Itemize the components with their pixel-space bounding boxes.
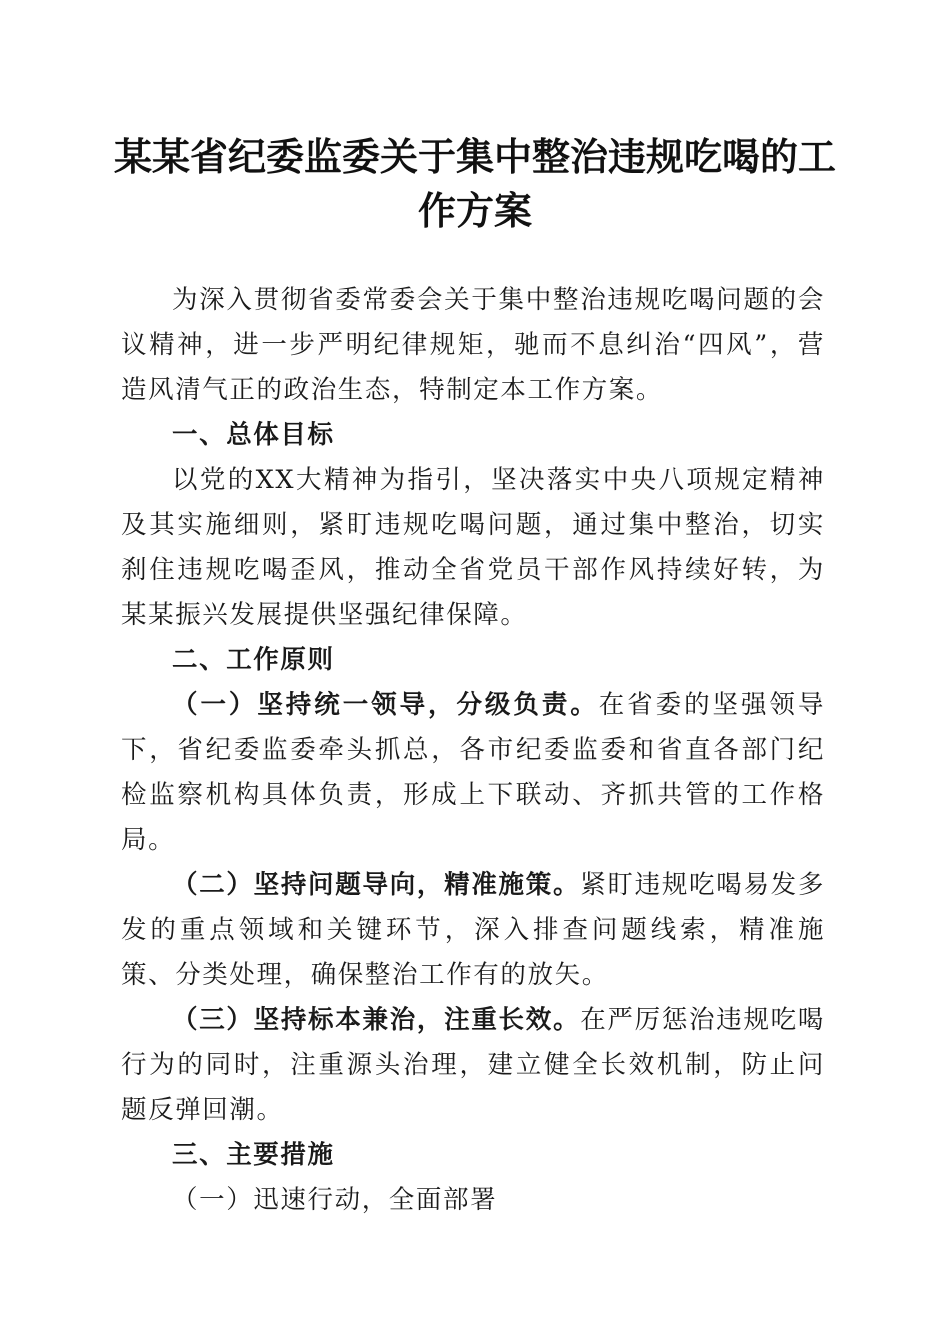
principle-paragraph-3: [121, 998, 825, 1133]
document-body: [121, 278, 825, 1223]
document-title: 某某省纪委监委关于集中整治违规吃喝的工作方案: [113, 134, 836, 233]
principle-text-3: 在严厉惩治违规吃喝行为的同时，注重源头治理，建立健全长效机制，防止问题反弹回潮。: [121, 1005, 825, 1125]
section-heading-principles: 二、工作原则: [172, 645, 335, 675]
intro-paragraph: 为深入贯彻省委常委会关于集中整治违规吃喝问题的会议精神，进一步严明纪律规矩，驰而不息纠治“四风”，营造风清气正的政治生态，特制定本工作方案。: [121, 285, 825, 405]
measures-subheading-1: （一）迅速行动，全面部署: [172, 1185, 498, 1215]
goals-paragraph: 以党的XX大精神为指引，坚决落实中央八项规定精神及其实施细则，紧盯违规吃喝问题，通过集中整治，切实刹住违规吃喝歪风，推动全省党员干部作风持续好转，为某某振兴发展提供坚强纪律保障。: [121, 465, 825, 630]
section-heading-goals: 一、总体目标: [172, 420, 335, 450]
section-heading-measures: 三、主要措施: [172, 1140, 335, 1170]
principle-text-2: 紧盯违规吃喝易发多发的重点领域和关键环节，深入排查问题线索，精准施策、分类处理，确保整治工作有的放矢。: [121, 870, 825, 990]
principle-lead-1: （一）坚持统一领导，分级负责。: [172, 690, 599, 720]
principle-paragraph-2: [121, 863, 825, 998]
principle-paragraph-1: [121, 683, 825, 863]
principle-lead-3: （三）坚持标本兼治，注重长效。: [172, 1005, 581, 1035]
principle-lead-2: （二）坚持问题导向，精准施策。: [172, 870, 581, 900]
principle-text-1: 在省委的坚强领导下，省纪委监委牵头抓总，各市纪委监委和省直各部门纪检监察机构具体负责，形成上下联动、齐抓共管的工作格局。: [121, 690, 825, 855]
